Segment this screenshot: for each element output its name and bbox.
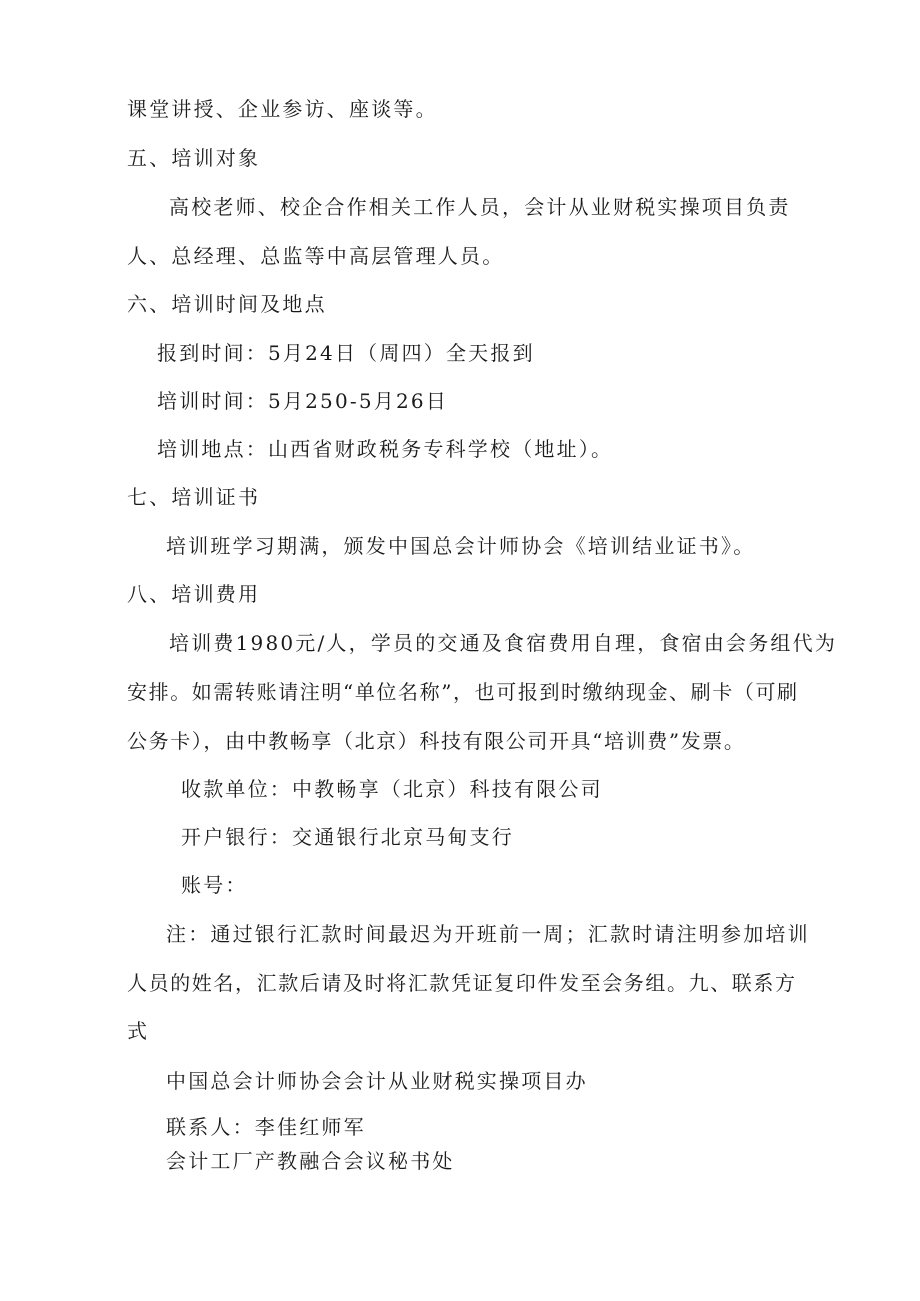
section-heading: 五、培训对象	[127, 146, 261, 170]
note-line: 注：通过银行汇款时间最迟为开班前一周；汇款时请注明参加培训	[166, 922, 810, 946]
account-line: 账号：	[181, 873, 248, 897]
paragraph-line: 培训费1980元/人，学员的交通及食宿费用自理，食宿由会务组代为	[169, 631, 838, 655]
paragraph-line: 报到时间：5月24日（周四）全天报到	[157, 341, 535, 365]
note-line: 人员的姓名，汇款后请及时将汇款凭证复印件发至会务组。九、联系方	[127, 971, 797, 995]
paragraph-line: 培训班学习期满，颁发中国总会计师协会《培训结业证书》。	[166, 534, 756, 558]
paragraph-line: 培训时间：5月250-5月26日	[157, 389, 449, 413]
paragraph-line: 课堂讲授、企业参访、座谈等。	[127, 97, 438, 121]
paragraph-line: 公务卡），由中教畅享（北京）科技有限公司开具“培训费”发票。	[127, 729, 746, 753]
contact-office: 会计工厂产教融合会议秘书处	[166, 1149, 455, 1173]
section-heading: 六、培训时间及地点	[127, 292, 327, 316]
payee-line: 收款单位：中教畅享（北京）科技有限公司	[181, 777, 603, 801]
note-line: 式	[127, 1019, 150, 1043]
paragraph-line: 人、总经理、总监等中高层管理人员。	[127, 244, 505, 268]
contact-person: 联系人：李佳红师军	[166, 1115, 366, 1139]
contact-org: 中国总会计师协会会计从业财税实操项目办	[166, 1069, 588, 1093]
bank-line: 开户银行：交通银行北京马甸支行	[181, 825, 514, 849]
section-heading: 七、培训证书	[127, 485, 261, 509]
section-heading: 八、培训费用	[127, 582, 261, 606]
paragraph-line: 安排。如需转账请注明“单位名称”，也可报到时缴纳现金、刷卡（可刷	[127, 680, 799, 704]
paragraph-line: 培训地点：山西省财政税务专科学校（地址）。	[157, 437, 614, 461]
paragraph-line: 高校老师、校企合作相关工作人员，会计从业财税实操项目负责	[169, 195, 791, 219]
